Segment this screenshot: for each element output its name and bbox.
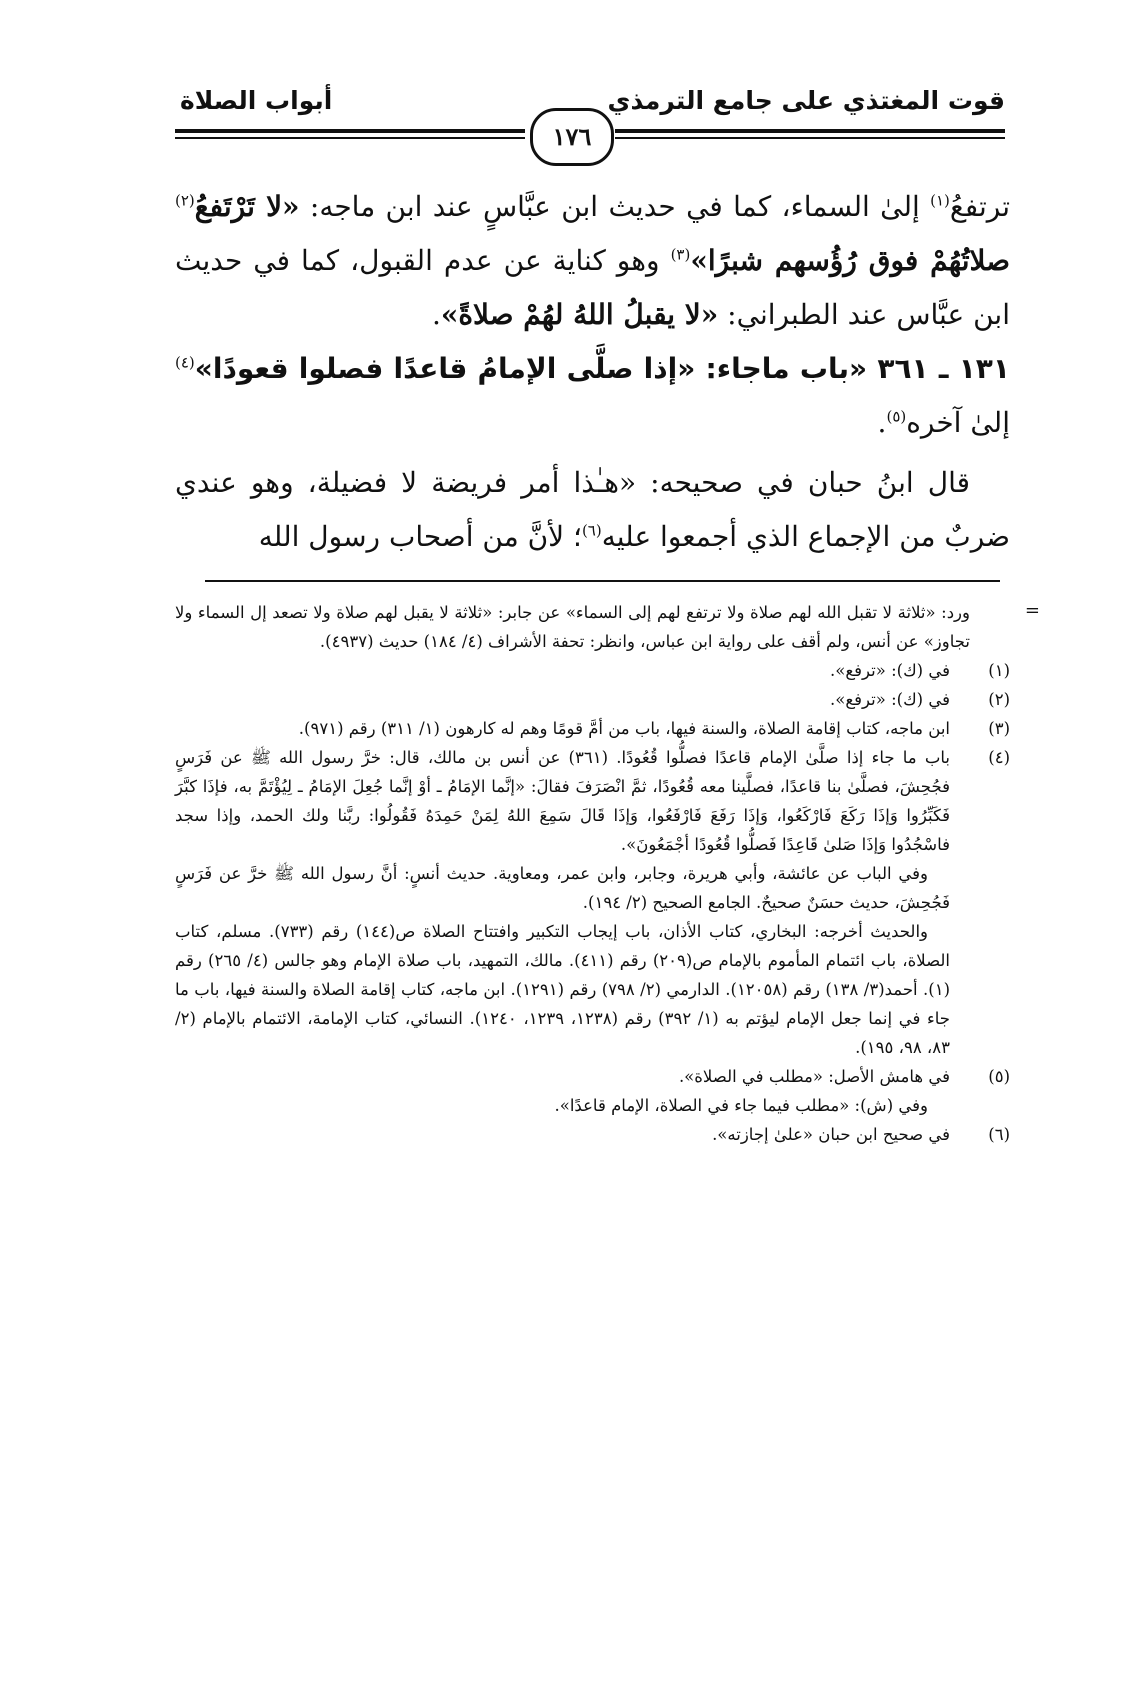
header-rule-left-thick (175, 129, 525, 133)
footnote-ref-1: (١) (930, 191, 950, 210)
footnote-separator (205, 580, 1000, 582)
footnote-6: (٦) في صحيح ابن حبان «علىٰ إجازته». (712, 1125, 1010, 1144)
footnote-2: (٢) في (ك): «ترفع». (830, 690, 1010, 709)
footnote-continuation: = ورد: «ثلاثة لا تقبل الله لهم صلاة ولا ترتفع لهم إلى السماء» عن جابر: «ثلاثة لا يقبل لهم صلاة ولا تصعد إل السماء ولا تجاوز» عن أنس، ولم أقف على رواية ابن عباس، وانظر: تحفة الأشراف (٤/ ١٨٤) حديث (٤٩٣٧). (175, 598, 1010, 656)
header-rule-right-thin (615, 137, 1005, 139)
main-text (175, 180, 1010, 564)
footnote-ref-4: (٤) (175, 353, 195, 372)
footnote-4: (٤) باب ما جاء إذا صلَّىٰ الإمام قاعدًا فصلُّوا قُعُودًا. (٣٦١) عن أنس بن مالك، قال: خرَّ رسول الله ﷺ عن فَرَسٍ فجُحِشَ، فصلَّىٰ بنا قاعدًا، فصلَّينا معه قُعُودًا، ثمَّ انْصَرَفَ فقالَ: «إنَّما الإمَامُ ـ أوْ إنَّما جُعِلَ الإمَامُ ـ لِيُؤْتَمَّ به، فإذَا كبَّرَ فَكَبِّرُوا وَإذَا رَكَعَ فَارْكَعُوا، وَإذَا رَفَعَ فَارْفَعُوا، وَإذَا قَالَ سَمِعَ اللهُ لِمَنْ حَمِدَهُ فَقُولُوا: ربَّنا ولك الحمد، وإذا سجد فاسْجُدُوا وَإذَا صَلىٰ قَاعِدًا فَصلُّوا قُعُودًا أجْمَعُونَ». وفي الباب عن عائشة، وأبي هريرة، وجابر، وابن عمر، ومعاوية. حديث أنسٍ: أنَّ رسول الله ﷺ خرَّ عن فَرَسٍ فَجُحِشَ، حديث حسَنٌ صحيحٌ. الجامع الصحيح (٢/ ١٩٤). والحديث أخرجه: البخاري، كتاب الأذان، باب إيجاب التكبير وافتتاح الصلاة ص(١٤٤) رقم (٧٣٣). مسلم، كتاب الصلاة، باب ائتمام المأموم بالإمام ص(٢٠٩) رقم (٤١١). مالك، التمهيد، باب صلاة الإمام وهو جالس (٤/ ٢٦٥) رقم (١). أحمد(٣/ ١٣٨) رقم (١٢٠٥٨). الدارمي (٢/ ٧٩٨) رقم (١٢٩١). ابن ماجه، كتاب إقامة الصلاة والسنة فيها، باب ما جاء في إنما جعل الإمام ليؤتم به (١/ ٣٩٢) رقم (١٢٣٨، ١٢٣٩، ١٢٤٠). النسائي، كتاب الإمامة، الائتمام بالإمام (٢/ ٨٣، ٩٨، ١٩٥). (175, 748, 1010, 1057)
footnote-5: (٥) في هامش الأصل: «مطلب في الصلاة». وفي (ش): «مطلب فيما جاء في الصلاة، الإمام قاعدًا». (554, 1067, 1010, 1115)
header-rule-right-thick (615, 129, 1005, 133)
footnote-ref-5: (٥) (886, 407, 907, 426)
paragraph-1: ترتفعُ$^{(١)}$ إلىٰ السماء، كما في حديث ابن عبَّاسٍ عند ابن ماجه: «لا تَرْتَفعُ$^{(٢)}$ صلاتُهُمْ فوق رُؤُسهم شبرًا»$^{(٣)}$ وهو كناية عن عدم القبول، كما في حديث ابن عبَّاس عند الطبراني: «لا يقبلُ اللهُ لهُمْ صلاةً». (175, 190, 1010, 331)
running-head-section-title: أبواب الصلاة (180, 86, 333, 115)
continuation-mark: = (1024, 600, 1040, 621)
page-number: ١٧٦ (530, 108, 614, 166)
chapter-heading: ١٣١ ـ ٣٦١ «باب ماجاء: «إذا صلَّى الإمامُ قاعدًا فصلوا قعودًا»$^{(٤)}$ إلىٰ آخره$^{(٥)}$. (175, 352, 1010, 439)
header-rule-left-thin (175, 137, 525, 139)
paragraph-3: قال ابنُ حبان في صحيحه: «هـٰذا أمر فريضة لا فضيلة، وهو عندي ضربٌ من الإجماع الذي أجمعوا عليه$^{(٦)}$؛ لأنَّ من أصحاب رسول الله (175, 466, 1010, 553)
footnote-1: (١) في (ك): «ترفع». (830, 661, 1010, 680)
footnote-ref-3: (٣) (670, 245, 691, 264)
footnote-ref-2: (٢) (175, 191, 195, 210)
footnote-ref-6: (٦) (581, 521, 602, 540)
running-head-book-title: قوت المغتذي على جامع الترمذي (607, 86, 1005, 115)
footnote-3: (٣) ابن ماجه، كتاب إقامة الصلاة، والسنة فيها، باب من أمَّ قومًا وهم له كارهون (١/ ٣١١) رقم (٩٧١). (298, 719, 1010, 738)
footnotes (175, 598, 1040, 1149)
